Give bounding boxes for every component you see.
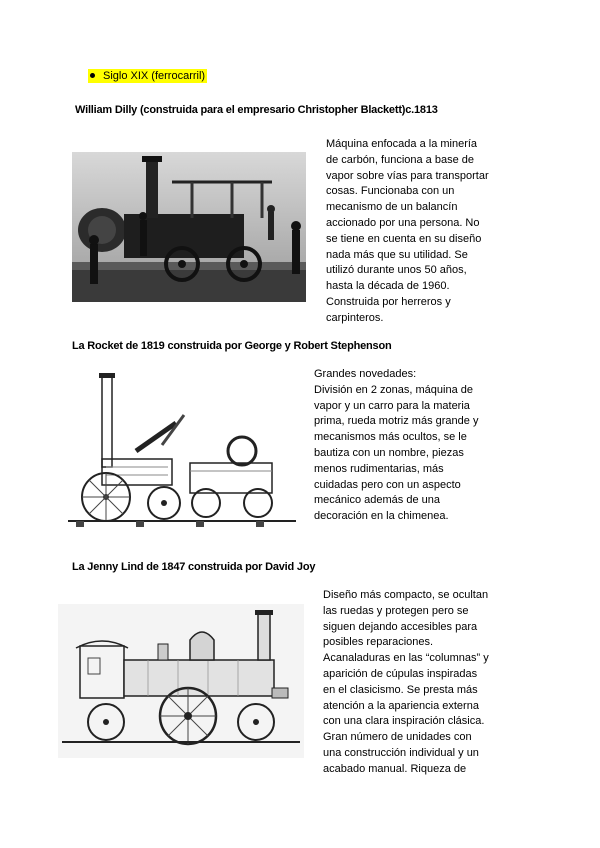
text-line: carpinteros.: [326, 311, 384, 324]
text-line: hasta la década de 1960.: [326, 280, 450, 293]
text-line: Grandes novedades:: [314, 368, 417, 380]
section-heading-jenny-lind: La Jenny Lind de 1847 construida por David Joy: [72, 561, 316, 573]
photo-william-dilly: [72, 152, 306, 302]
section-text-rocket: [314, 367, 490, 525]
text-line: Gran número de unidades con: [323, 731, 472, 744]
text-line: Construida por herreros y: [326, 295, 451, 308]
text-line: se tiene en cuenta en su diseño: [326, 232, 482, 245]
text-line: las ruedas y protegen pero se: [323, 604, 469, 617]
bullet-dot-icon: [90, 73, 95, 78]
text-line: bautiza con un nombre, piezas: [314, 446, 464, 459]
section-heading-william-dilly: William Dilly (construida para el empresario Christopher Blackett)c.1813: [75, 104, 438, 116]
text-line: mecanismos más ocultos, se le: [314, 431, 467, 444]
text-line: posibles reparaciones.: [323, 636, 434, 649]
bullet-text: Siglo XIX (ferrocarril): [103, 70, 206, 82]
text-line: utilizó durante unos 50 años,: [326, 264, 467, 277]
text-line: Máquina enfocada a la minería: [326, 138, 478, 150]
text-line: nada más que su utilidad. Se: [326, 248, 468, 261]
text-line: Diseño más compacto, se ocultan: [323, 589, 489, 601]
text-line: cosas. Funcionaba con un: [326, 185, 455, 198]
text-line: vapor sobre vías para transportar: [326, 169, 489, 182]
text-line: vapor y un carro para la materia: [314, 399, 470, 412]
text-line: una construcción individual y un: [323, 746, 479, 759]
text-line: menos rudimentarias, más: [314, 462, 444, 475]
text-line: decoración en la chimenea.: [314, 510, 449, 523]
text-line: prima, rueda motriz más grande y: [314, 415, 479, 428]
text-line: División en 2 zonas, máquina de: [314, 383, 473, 396]
text-line: atención a la apariencia externa: [323, 699, 479, 712]
section-text-jenny-lind: [323, 588, 491, 778]
text-line: aparición de cúpulas inspiradas: [323, 667, 478, 680]
text-line: de carbón, funciona a base de: [326, 153, 475, 166]
engraving-jenny-lind: [58, 604, 304, 758]
text-line: acabado manual. Riqueza de: [323, 762, 467, 775]
text-line: en el clasicismo. Se presta más: [323, 683, 478, 696]
text-line: Acanaladuras en las “columnas” y: [323, 652, 489, 665]
text-line: cuidadas pero con un aspecto: [314, 478, 461, 491]
text-line: con una clara inspiración clásica.: [323, 715, 485, 728]
bullet-item: [88, 70, 207, 82]
section-text-william-dilly: [326, 137, 496, 327]
text-line: mecánico además de una: [314, 494, 440, 507]
text-line: siguen dejando accesibles para: [323, 620, 478, 633]
text-line: accionado por una persona. No: [326, 216, 480, 229]
section-heading-rocket: La Rocket de 1819 construida por George y Robert Stephenson: [72, 340, 392, 352]
text-line: mecanismo de un balancín: [326, 201, 458, 214]
engraving-rocket: [66, 371, 298, 529]
